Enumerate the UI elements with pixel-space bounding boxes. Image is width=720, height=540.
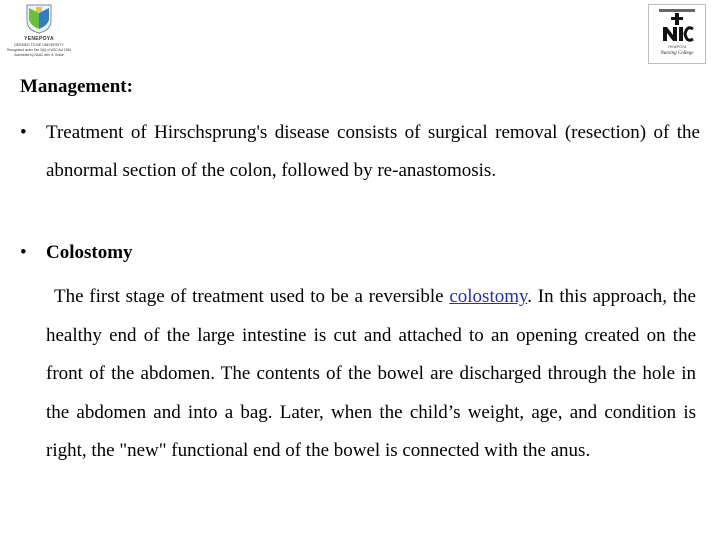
college-emblem-icon (659, 9, 695, 43)
paragraph-text-end: . In this approach, the healthy end of the large intestine is cut and attached to an opening created on the front of the abdomen. The contents of the bowel are discharged through the hole in the abdomen and into a bag. Later, when the child’s weight, age, and condition is right, the "new" functional end of the bowel is connected with the anus. (46, 286, 696, 461)
college-caption-2: Nursing College (660, 51, 694, 56)
university-logo (6, 4, 72, 64)
colostomy-paragraph (46, 278, 696, 471)
section-heading: Management: (20, 76, 133, 97)
bullet-text: Colostomy (46, 242, 133, 263)
logo-line-2: DEEMED TO BE UNIVERSITY (14, 43, 64, 47)
logo-line-4: Accredited by NAAC with 'A' Grade (14, 53, 64, 57)
paragraph-text-start: The first stage of treatment used to be a reversible (54, 286, 450, 307)
college-logo (648, 4, 706, 64)
bullet-icon: • (20, 122, 27, 143)
colostomy-link[interactable]: colostomy (449, 286, 528, 307)
bullet-icon: • (20, 242, 27, 263)
college-caption-1: YENEPOYA (667, 45, 687, 49)
logo-name: YENEPOYA (24, 36, 54, 42)
shield-emblem-icon (26, 4, 52, 34)
bullet-text: Treatment of Hirschsprung's disease consists of surgical removal (resection) of the abnormal section of the colon, followed by re-anastomosis. (46, 122, 700, 181)
logo-line-3: Recognized under Sec 3(A) of UGC Act 1956 (7, 48, 71, 52)
